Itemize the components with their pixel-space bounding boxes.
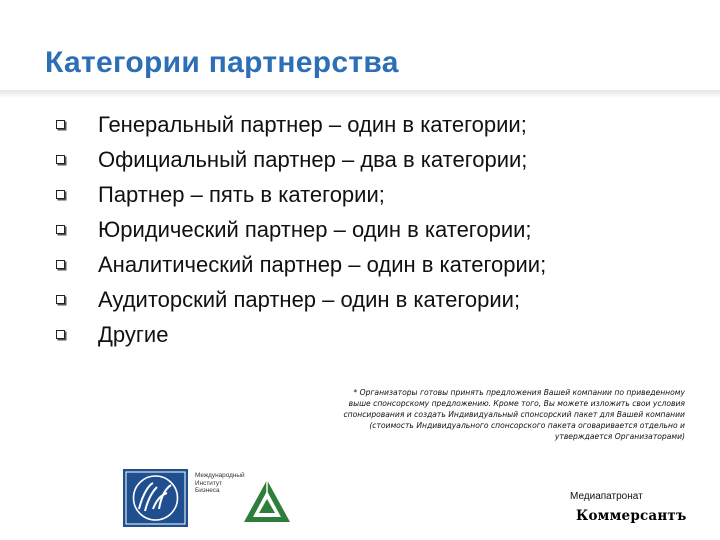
- square-bullet-icon: [56, 155, 65, 164]
- square-bullet-icon: [56, 120, 65, 129]
- ibs-caption-line: Институт: [195, 479, 222, 487]
- kommersant-logo: Коммерсантъ: [576, 508, 687, 524]
- triangle-logo-icon: [242, 478, 292, 524]
- sponsorship-footnote: [272, 387, 685, 442]
- footnote-line: выше спонсорскому предложению. Кроме того, Вы можете изложить свои условия: [348, 399, 685, 408]
- title-divider: [0, 90, 720, 98]
- square-bullet-icon: [56, 260, 65, 269]
- list-item-text: Аналитический партнер – один в категории;: [98, 252, 547, 277]
- footnote-line: (стоимость Индивидуального спонсорского пакета оговаривается отдельно и: [369, 421, 685, 430]
- square-bullet-icon: [56, 295, 65, 304]
- list-item-text: Официальный партнер – два в категории;: [98, 147, 528, 172]
- list-item-text: Партнер – пять в категории;: [98, 182, 385, 207]
- slide-title: Категории партнерства: [45, 46, 399, 79]
- footnote-line: * Организаторы готовы принять предложения Вашей компании по приведенному: [353, 388, 685, 397]
- list-item-text: Юридический партнер – один в категории;: [98, 217, 532, 242]
- ibs-logo-icon: [123, 469, 188, 527]
- ibs-caption-line: Международный: [195, 472, 245, 479]
- square-bullet-icon: [56, 190, 65, 199]
- square-bullet-icon: [56, 330, 65, 339]
- square-bullet-icon: [56, 225, 65, 234]
- footnote-line: спонсирования и создать Индивидуальный спонсорский пакет для Вашей компании: [343, 410, 685, 419]
- list-item-text: Аудиторский партнер – один в категории;: [98, 287, 521, 312]
- ibs-caption-line: Бизнеса: [195, 487, 220, 495]
- list-item-text: Другие: [98, 322, 169, 347]
- list-item-text: Генеральный партнер – один в категории;: [98, 112, 527, 137]
- media-partner-label: Медиапатронат: [570, 491, 643, 502]
- footnote-line: утверждается Организаторами): [554, 432, 685, 441]
